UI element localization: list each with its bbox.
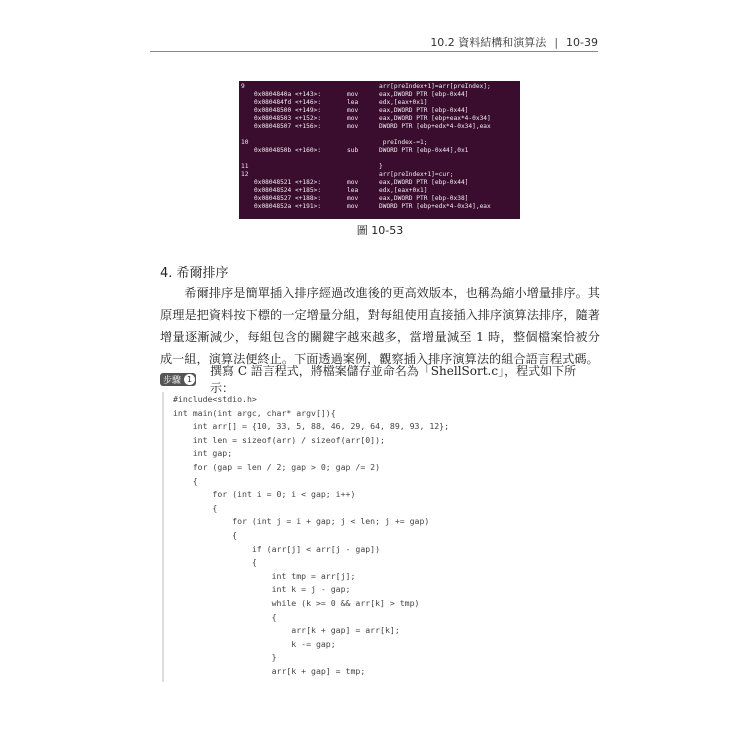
step-badge (160, 373, 196, 386)
code-line: { (173, 530, 238, 540)
terminal-operands: DWORD PTR [ebp+edx*4-0x34],eax (379, 123, 491, 130)
code-line: for (gap = len / 2; gap > 0; gap /= 2) (173, 462, 381, 472)
terminal-operands: edx,[eax+0x1] (379, 187, 428, 194)
step-instruction (160, 364, 600, 395)
terminal-operands: eax,DWORD PTR [ebp-0x38] (379, 195, 469, 202)
terminal-address: 0x0804852a <+191>: (254, 203, 322, 210)
terminal-address: 0x08048507 <+156>: (254, 123, 322, 130)
terminal-line-number: 9 (241, 83, 245, 90)
terminal-line-number: 11 (241, 163, 249, 170)
terminal-address: 0x0804840a <+143>: (254, 91, 322, 98)
body-paragraph: 希爾排序是簡單插入排序經過改進後的更高效版本，也稱為縮小增量排序。其原理是把資料按下標的一定增量分組，對每組使用直接插入排序演算法排序，隨著增量逐漸減少，每組包含的關鍵字越來越多，當增量減至 1 時，整個檔案恰被分成一組，演算法便終止。下面透過案例，觀察插入排序演算法的組合語言程式碼。 (160, 286, 600, 366)
code-line: } (173, 652, 277, 663)
terminal-operands: eax,DWORD PTR [ebp-0x44] (379, 107, 469, 114)
code-line: int tmp = arr[j]; (173, 570, 356, 581)
step-text: 撰寫 C 語言程式，將檔案儲存並命名為「ShellSort.c」，程式如下所示： (210, 364, 577, 395)
terminal-address: 0x08048503 <+152>: (254, 115, 322, 122)
code-line: int len = sizeof(arr) / sizeof(arr[0]); (173, 434, 385, 445)
code-line: { (173, 502, 218, 513)
terminal-address: 0x08048500 <+149>: (254, 107, 322, 114)
terminal-line-number: 12 (241, 171, 249, 178)
code-line: arr[k + gap] = tmp; (173, 666, 366, 676)
terminal-address: 0x08048524 <+185>: (254, 187, 322, 194)
disassembly-screenshot (239, 81, 520, 219)
terminal-source-line: arr[preIndex+1]=arr[preIndex]; (379, 83, 491, 90)
code-line: for (int j = i + gap; j < len; j += gap) (173, 516, 430, 527)
terminal-address: 0x080484fd <+146>: (254, 99, 322, 106)
terminal-source-line: } (379, 163, 383, 170)
terminal-operands: eax,DWORD PTR [ebp+eax*4-0x34] (379, 115, 491, 122)
terminal-opcode: lea (347, 99, 359, 106)
terminal-opcode: sub (347, 147, 359, 154)
code-line: int k = j - gap; (173, 584, 351, 595)
terminal-opcode: mov (347, 203, 359, 210)
code-line: #include<stdio.h> (173, 394, 257, 404)
terminal-opcode: mov (347, 123, 359, 130)
code-line: int gap; (173, 448, 233, 459)
terminal-address: 0x0804850b <+160>: (254, 147, 322, 154)
header-separator: | (554, 35, 559, 49)
terminal-opcode: mov (347, 179, 359, 186)
step-badge-label: 步驟 (163, 375, 182, 386)
terminal-address: 0x08048527 <+188>: (254, 195, 322, 202)
step-badge-number: 1 (184, 374, 195, 385)
terminal-operands: DWORD PTR [ebp+edx*4-0x34],eax (379, 203, 491, 210)
code-line: for (int i = 0; i < gap; i++) (173, 489, 356, 500)
terminal-source-line: preIndex-=1; (379, 139, 428, 146)
terminal-opcode: lea (347, 187, 359, 194)
code-line: { (173, 611, 277, 622)
terminal-operands: eax,DWORD PTR [ebp-0x44] (379, 91, 469, 98)
header-page-number: 10-39 (566, 35, 598, 49)
code-line: { (173, 557, 257, 568)
terminal-source-line: arr[preIndex+1]=cur; (379, 171, 454, 178)
terminal-operands: edx,[eax+0x1] (379, 99, 428, 106)
terminal-opcode: mov (347, 107, 359, 114)
code-line: while (k >= 0 && arr[k] > tmp) (173, 598, 420, 608)
terminal-operands: eax,DWORD PTR [ebp-0x44] (379, 179, 469, 186)
terminal-opcode: mov (347, 115, 359, 122)
terminal-address: 0x08048521 <+182>: (254, 179, 322, 186)
code-listing-bar (162, 392, 164, 682)
section-heading: 4. 希爾排序 (160, 266, 229, 281)
code-line: { (173, 475, 198, 486)
code-line: int main(int argc, char* argv[]){ (173, 407, 336, 418)
figure-caption: 圖 10-53 (356, 224, 404, 237)
header-rule (150, 51, 598, 52)
terminal-line-number: 10 (241, 139, 249, 146)
terminal-opcode: mov (347, 91, 359, 98)
code-line: k -= gap; (173, 638, 336, 649)
code-line: if (arr[j] < arr[j - gap]) (173, 543, 381, 554)
terminal-operands: DWORD PTR [ebp-0x44],0x1 (379, 147, 469, 154)
header-section-title: 10.2 資料結構和演算法 (430, 36, 547, 49)
code-line: arr[k + gap] = arr[k]; (173, 625, 400, 636)
code-line: int arr[] = {10, 33, 5, 88, 46, 29, 64, 89, 93, 12}; (173, 421, 450, 432)
running-header (150, 34, 598, 50)
terminal-opcode: mov (347, 195, 359, 202)
